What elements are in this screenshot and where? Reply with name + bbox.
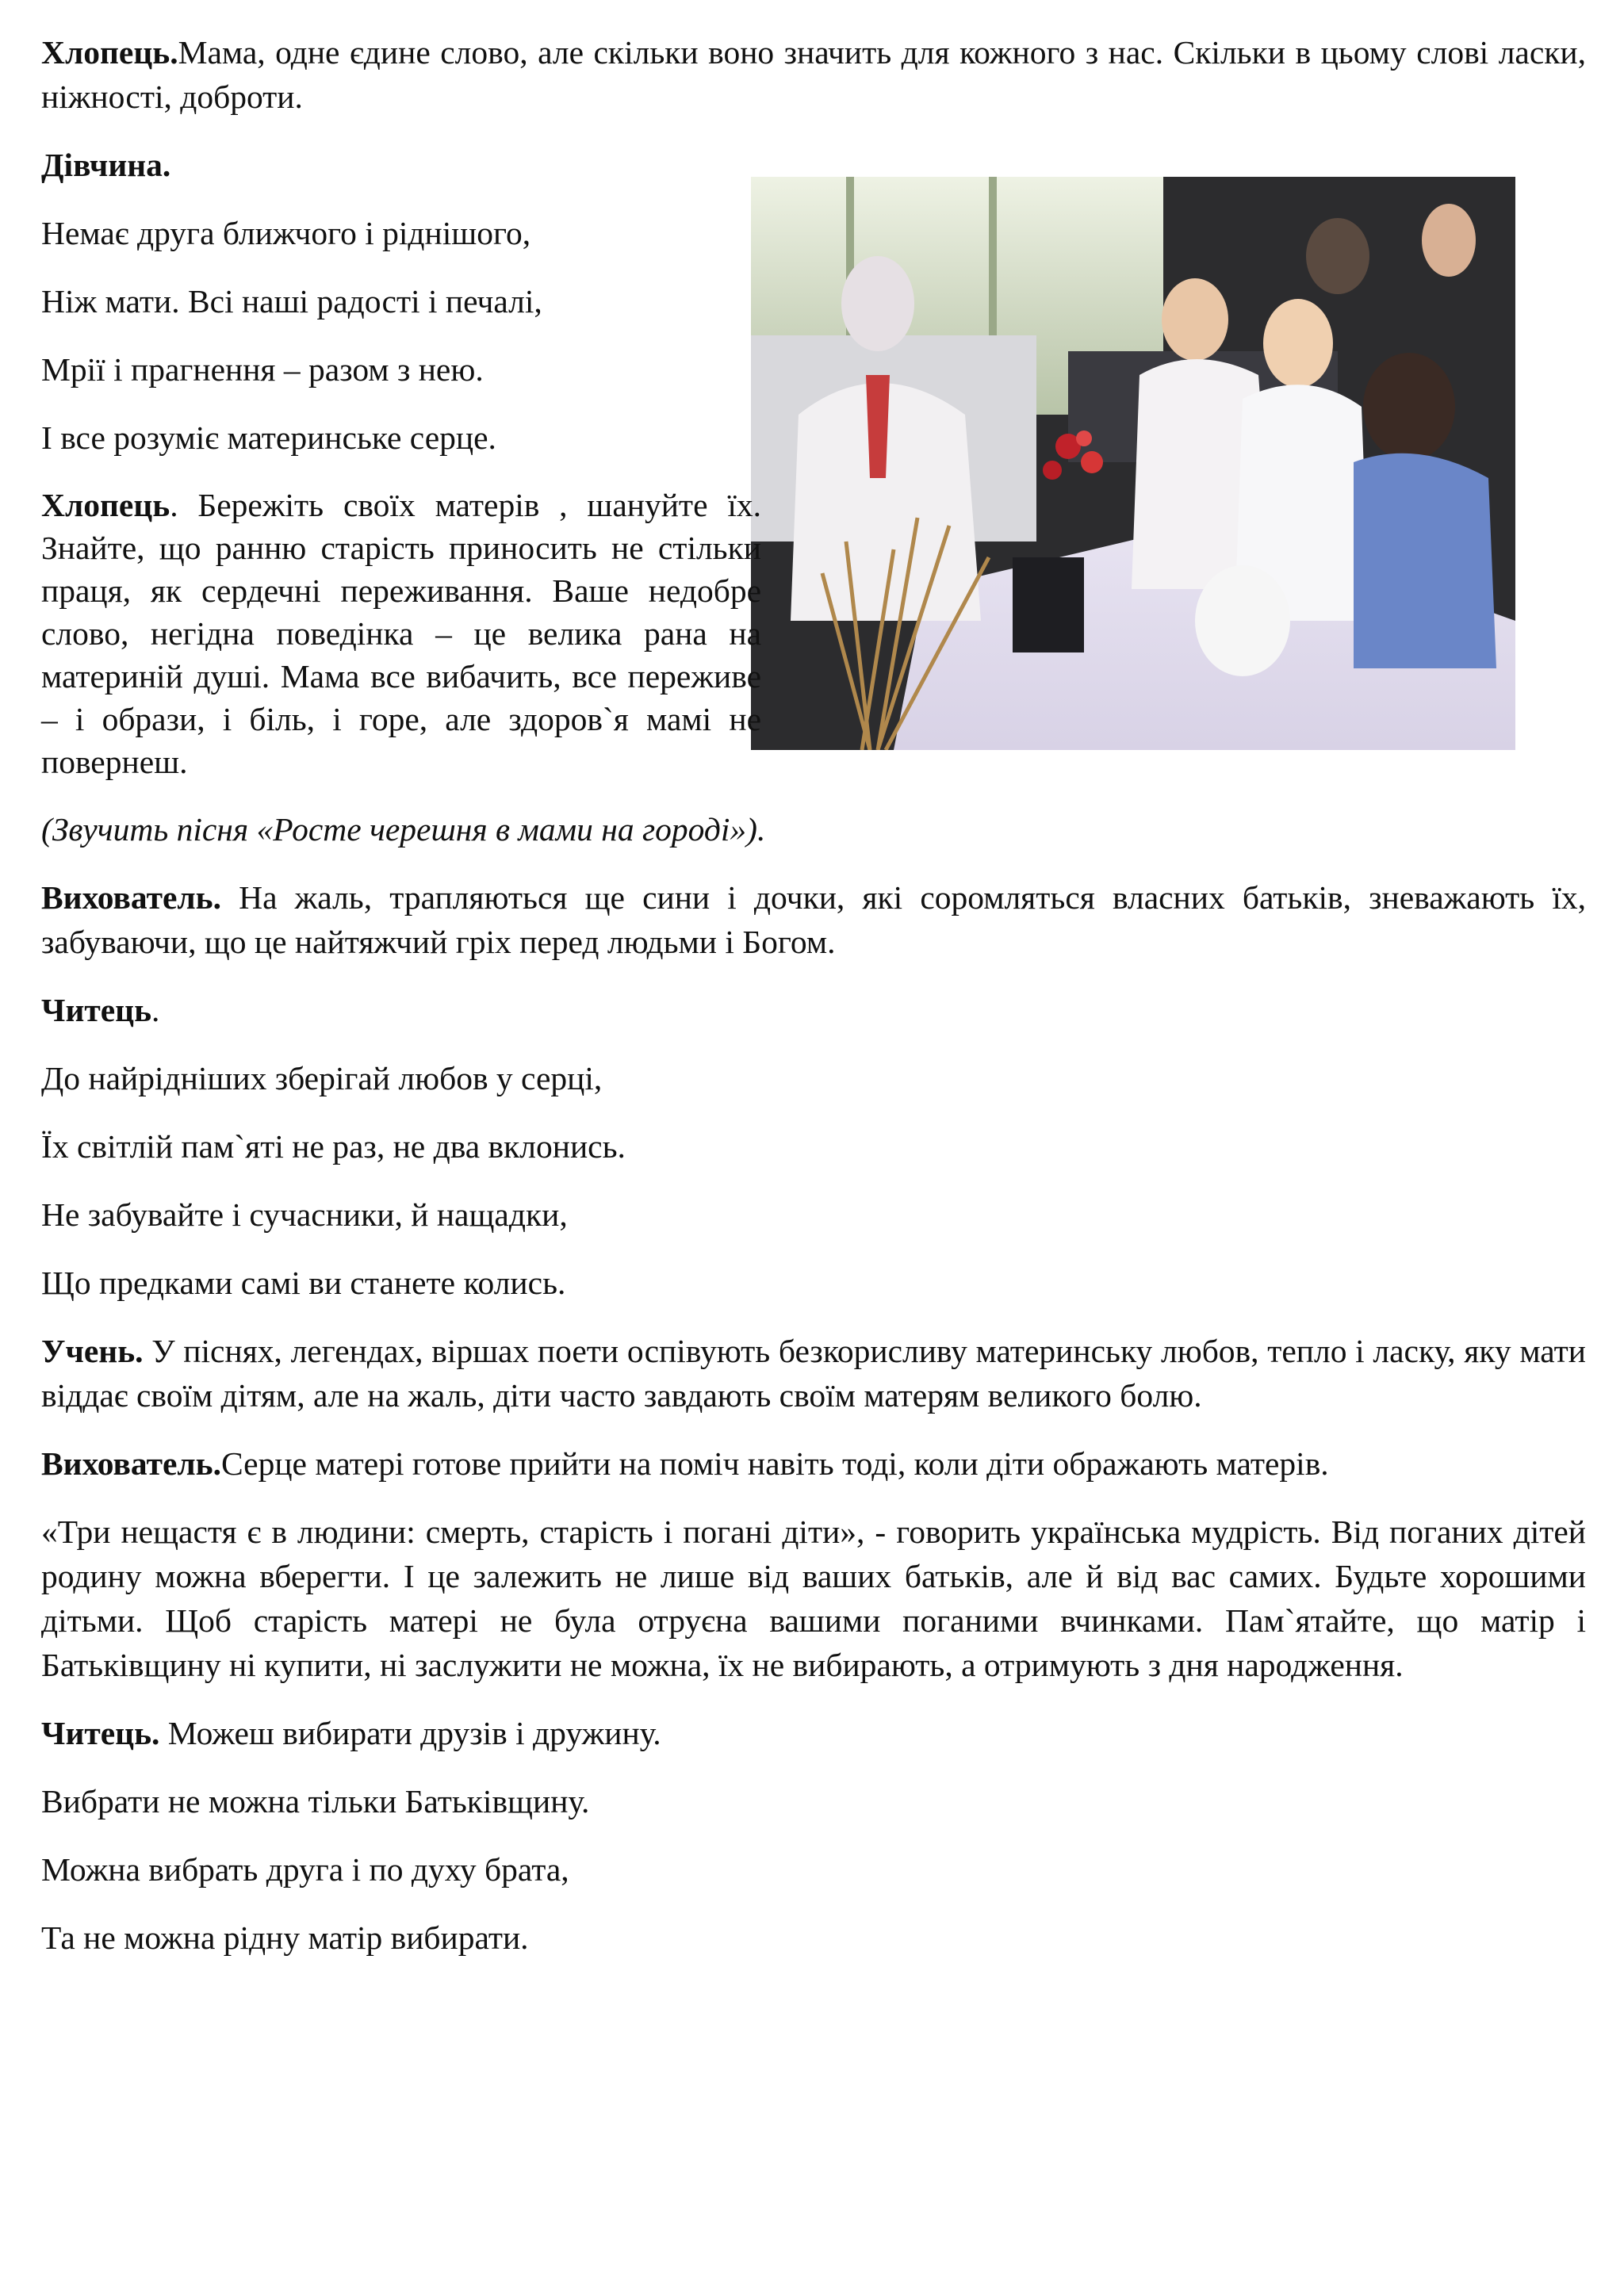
stage-direction: (Звучить пісня «Росте черешня в мами на городі»). (41, 811, 766, 848)
speaker-label: Учень. (41, 1333, 144, 1369)
verse-line: І все розуміє материнське серце. (41, 419, 496, 456)
verse-line: Не забувайте і сучасники, й нащадки, (41, 1196, 568, 1233)
verse-line: Що предками самі ви станете колись. (41, 1265, 566, 1301)
verse-line: Мрії і прагнення – разом з нею. (41, 351, 484, 388)
verse-line: Немає друга ближчого і ріднішого, (41, 215, 531, 251)
paragraph-text: . Бережіть своїх матерів , шануйте їх. Знайте, що ранню старість приносить не стільки праця, як сердечні переживання. Ваше недобре слово, негідна поведінка – це велика рана на материній душі. Мама все вибачить, все переживе – і образи, і біль, і горе, але здоров`я мамі не повернеш. (41, 487, 761, 780)
paragraph-text: . (151, 992, 160, 1028)
paragraph-7 (41, 1441, 1586, 1486)
paragraph-4 (41, 875, 1586, 964)
paragraph-6 (41, 1329, 1586, 1418)
verse-line: Та не можна рідну матір вибирати. (41, 1919, 529, 1956)
speaker-label: Читець (41, 992, 152, 1028)
speaker-label: Хлопець. (41, 34, 178, 71)
paragraph-text: Серце матері готове прийти на поміч навіть тоді, коли діти ображають матерів. (220, 1445, 1329, 1482)
verse-line: Ніж мати. Всі наші радості і печалі, (41, 283, 542, 320)
paragraph-text: На жаль, трапляються ще сини і дочки, які соромляться власних батьків, зневажають їх, забуваючи, що це найтяжчий гріх перед людьми і Богом. (41, 879, 1586, 960)
paragraph-3 (41, 484, 761, 783)
speaker-label: Вихователь. (41, 879, 221, 916)
paragraph-9 (41, 1711, 1586, 1755)
paragraph-text: Можеш вибирати друзів і дружину. (159, 1715, 661, 1751)
verse-line: До найрідніших зберігай любов у серці, (41, 1060, 603, 1096)
verse-line: Їх світлій пам`яті не раз, не два вклонись. (41, 1128, 626, 1165)
paragraph-text: У піснях, легендах, віршах поети оспівують безкорисливу материнську любов, тепло і ласку, яку мати віддає своїм дітям, але на жаль, діти часто завдають своїм матерям великого болю. (41, 1333, 1586, 1414)
speaker-label: Читець. (41, 1715, 160, 1751)
paragraph-5 (41, 988, 1586, 1032)
speaker-label: Дівчина. (41, 147, 171, 183)
verse-line: Можна вибрать друга і по духу брата, (41, 1851, 569, 1888)
document-page (41, 30, 1586, 1984)
paragraph-2 (41, 143, 1586, 187)
paragraph-text: Мама, одне єдине слово, але скільки воно значить для кожного з нас. Скільки в цьому слові ласки, ніжності, доброти. (41, 34, 1586, 115)
speaker-label: Вихователь. (41, 1445, 221, 1482)
speaker-label: Хлопець (41, 487, 170, 523)
paragraph-8: «Три нещастя є в людини: смерть, старість і погані діти», - говорить українська мудрість. Від поганих дітей родину можна вберегти. І це залежить не лише від ваших батьків, але й від вас самих. Будьте хорошими дітьми. Щоб старість матері не була отруєна вашими поганими вчинками. Пам`ятайте, що матір і Батьківщину ні купити, ні заслужити не можна, їх не вибирають, а отримують з дня народження. (41, 1513, 1586, 1683)
paragraph-1 (41, 30, 1586, 119)
verse-line: Вибрати не можна тільки Батьківщину. (41, 1783, 590, 1820)
